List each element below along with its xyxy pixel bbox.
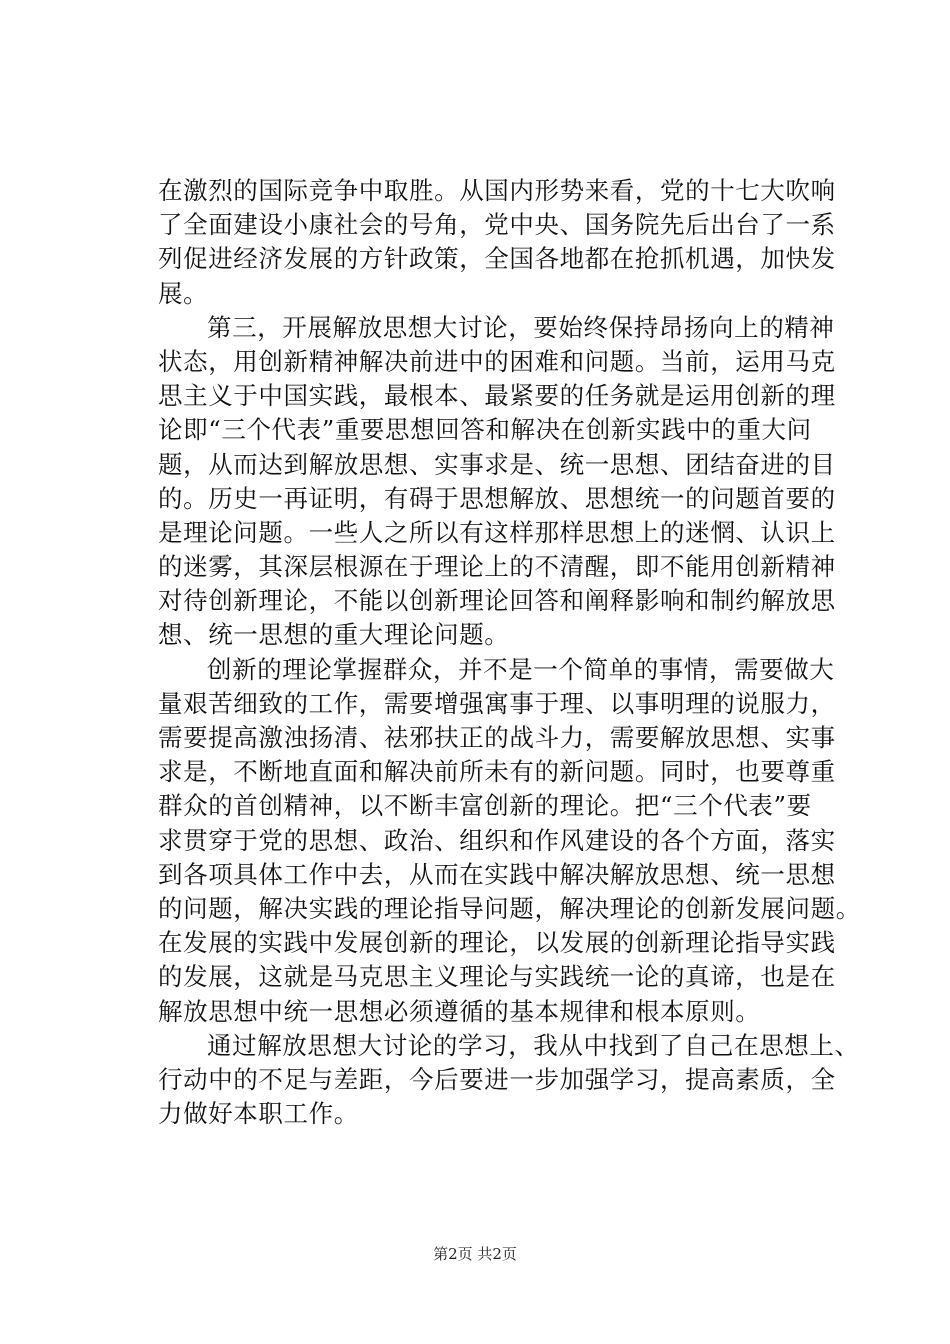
text-line: 第三，开展解放思想大讨论，要始终保持昂扬向上的精神 — [207, 312, 835, 342]
text-line: 行动中的不足与差距，今后要进一步加强学习，提高素质，全 — [158, 1064, 836, 1094]
text-line: 在激烈的国际竞争中取胜。从国内形势来看，党的十七大吹响 — [158, 176, 836, 205]
text-line: 状态，用创新精神解决前进中的困难和问题。当前，运用马克 — [158, 346, 836, 376]
text-line: 的迷雾，其深层根源在于理论上的不清醒，即不能用创新精神 — [158, 552, 836, 582]
text-line: 思主义于中国实践，最根本、最紧要的任务就是运用创新的理 — [158, 381, 836, 411]
text-line: 论即“三个代表”重要思想回答和解决在创新实践中的重大问 — [158, 415, 812, 445]
text-line: 的发展，这就是马克思主义理论与实践统一论的真谛，也是在 — [158, 962, 836, 992]
text-line: 群众的首创精神，以不断丰富创新的理论。把“三个代表”要 — [158, 791, 812, 821]
text-line: 创新的理论掌握群众，并不是一个简单的事情，需要做大 — [207, 654, 835, 684]
text-line: 列促进经济发展的方针政策，全国各地都在抢抓机遇，加快发 — [158, 244, 836, 274]
text-line: 在发展的实践中发展创新的理论，以发展的创新理论指导实践 — [158, 928, 836, 958]
text-line: 的。历史一再证明，有碍于思想解放、思想统一的问题首要的 — [158, 483, 836, 513]
text-line: 题，从而达到解放思想、实事求是、统一思想、团结奋进的目 — [158, 449, 836, 479]
text-line: 通过解放思想大讨论的学习，我从中找到了自己在思想上、 — [207, 1030, 860, 1060]
text-line: 展。 — [158, 278, 209, 308]
text-line: 到各项具体工作中去，从而在实践中解决解放思想、统一思想 — [158, 859, 836, 889]
document-body — [158, 174, 861, 1131]
text-line: 了全面建设小康社会的号角，党中央、国务院先后出台了一系 — [158, 210, 836, 240]
text-line: 求是，不断地直面和解决前所未有的新问题。同时，也要尊重 — [158, 757, 836, 787]
text-line: 解放思想中统一思想必须遵循的基本规律和根本原则。 — [158, 996, 761, 1026]
text-line: 对待创新理论，不能以创新理论回答和阐释影响和制约解放思 — [158, 586, 836, 616]
text-line: 想、统一思想的重大理论问题。 — [158, 620, 510, 650]
text-line: 需要提高激浊扬清、祛邪扶正的战斗力，需要解放思想、实事 — [158, 723, 836, 752]
text-line: 量艰苦细致的工作，需要增强寓事于理、以事明理的说服力， — [158, 688, 836, 718]
text-line: 是理论问题。一些人之所以有这样那样思想上的迷惘、认识上 — [158, 517, 836, 547]
text-line: 的问题，解决实践的理论指导问题，解决理论的创新发展问题。 — [158, 893, 861, 923]
text-line: 求贯穿于党的思想、政治、组织和作风建设的各个方面，落实 — [158, 825, 836, 855]
text-line: 力做好本职工作。 — [158, 1099, 359, 1129]
page-footer: 第2页 共2页 — [433, 1245, 517, 1263]
